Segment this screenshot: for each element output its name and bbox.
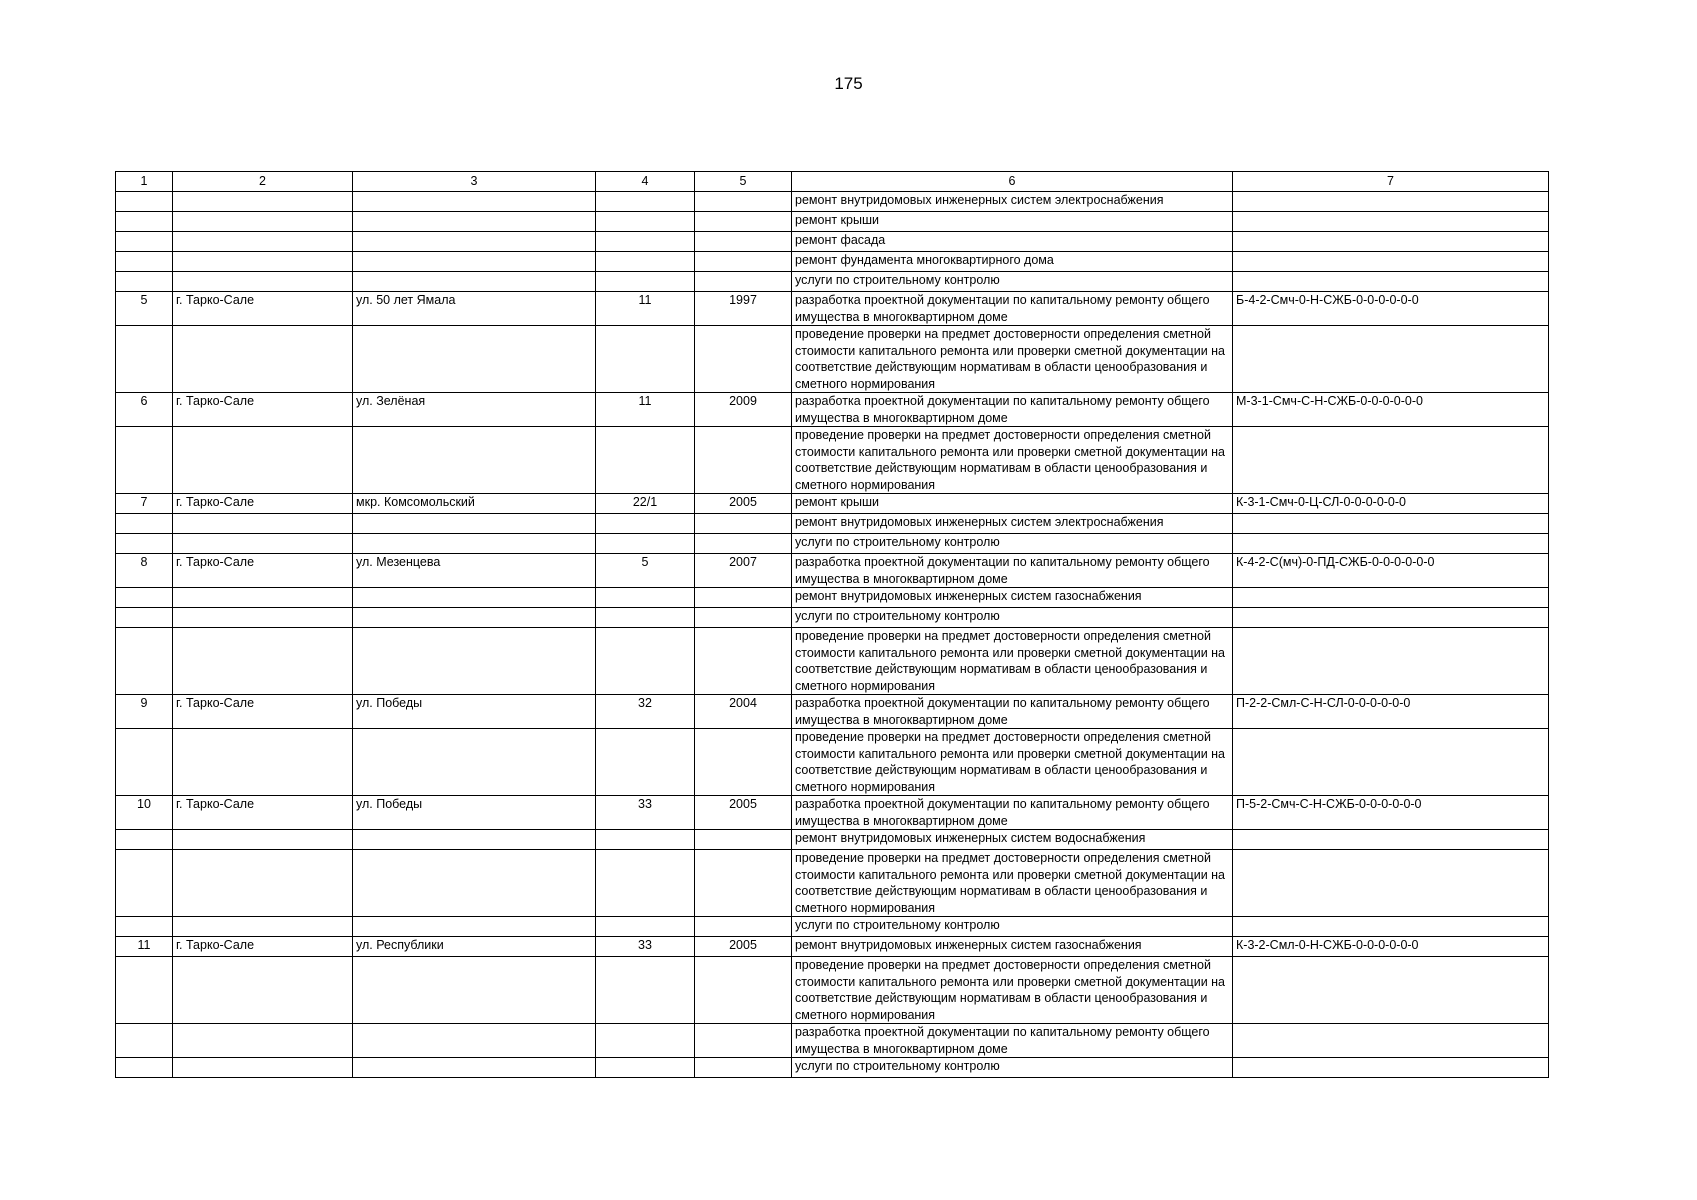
cell-street: мкр. Комсомольский [353,494,596,514]
cell-city [173,514,353,534]
cell-city [173,957,353,1024]
cell-work-type: ремонт внутридомовых инженерных систем электроснабжения [792,192,1233,212]
table-row [116,608,1549,628]
cell-code [1233,514,1549,534]
cell-house [596,628,695,695]
cell-work-type: ремонт внутридомовых инженерных систем газоснабжения [792,588,1233,608]
cell-work-type: услуги по строительному контролю [792,534,1233,554]
cell-year [695,850,792,917]
cell-work-type: услуги по строительному контролю [792,608,1233,628]
table-row [116,514,1549,534]
data-table [115,171,1549,1078]
cell-number [116,1024,173,1058]
cell-year [695,272,792,292]
cell-number: 10 [116,796,173,830]
cell-city [173,608,353,628]
column-header-2: 2 [173,172,353,192]
cell-house: 33 [596,937,695,957]
cell-year [695,830,792,850]
cell-street: ул. Победы [353,695,596,729]
cell-work-type: проведение проверки на предмет достоверности определения сметной стоимости капитального ремонта или проверки сметной документации на соответствие действующим нормативам в области ценообразования и сметного нормирования [792,326,1233,393]
cell-work-type: ремонт крыши [792,212,1233,232]
cell-number [116,514,173,534]
cell-code [1233,252,1549,272]
cell-street: ул. Зелёная [353,393,596,427]
cell-house [596,588,695,608]
column-header-5: 5 [695,172,792,192]
cell-year [695,1024,792,1058]
cell-city [173,326,353,393]
column-header-7: 7 [1233,172,1549,192]
cell-street [353,1058,596,1078]
table-row [116,534,1549,554]
cell-number [116,588,173,608]
cell-code [1233,957,1549,1024]
cell-number [116,830,173,850]
cell-number [116,957,173,1024]
cell-year: 2005 [695,494,792,514]
cell-work-type: разработка проектной документации по капитальному ремонту общего имущества в многоквартирном доме [792,1024,1233,1058]
cell-work-type: ремонт внутридомовых инженерных систем водоснабжения [792,830,1233,850]
cell-number [116,252,173,272]
cell-number [116,534,173,554]
cell-number [116,917,173,937]
cell-city: г. Тарко-Сале [173,292,353,326]
cell-street [353,830,596,850]
cell-work-type: проведение проверки на предмет достоверности определения сметной стоимости капитального ремонта или проверки сметной документации на соответствие действующим нормативам в области ценообразования и сметного нормирования [792,427,1233,494]
cell-street [353,326,596,393]
cell-street [353,534,596,554]
cell-code [1233,608,1549,628]
cell-number: 6 [116,393,173,427]
cell-house [596,729,695,796]
cell-work-type: ремонт фундамента многоквартирного дома [792,252,1233,272]
table-row [116,917,1549,937]
cell-house: 11 [596,393,695,427]
cell-work-type: услуги по строительному контролю [792,272,1233,292]
cell-city: г. Тарко-Сале [173,937,353,957]
cell-year [695,1058,792,1078]
cell-work-type: ремонт внутридомовых инженерных систем электроснабжения [792,514,1233,534]
cell-year [695,232,792,252]
cell-year: 2005 [695,937,792,957]
header-row [116,172,1549,192]
cell-city [173,427,353,494]
cell-house [596,917,695,937]
cell-code [1233,588,1549,608]
cell-code [1233,628,1549,695]
table-row [116,628,1549,695]
cell-city: г. Тарко-Сале [173,796,353,830]
cell-city [173,850,353,917]
cell-year [695,326,792,393]
cell-number [116,212,173,232]
cell-city [173,192,353,212]
cell-work-type: ремонт фасада [792,232,1233,252]
cell-year [695,957,792,1024]
cell-street [353,628,596,695]
cell-city [173,1058,353,1078]
cell-year [695,427,792,494]
cell-house [596,212,695,232]
cell-code [1233,326,1549,393]
table-row [116,232,1549,252]
cell-city [173,212,353,232]
table-row [116,212,1549,232]
cell-house: 33 [596,796,695,830]
cell-year: 1997 [695,292,792,326]
cell-number [116,608,173,628]
cell-work-type: разработка проектной документации по капитальному ремонту общего имущества в многоквартирном доме [792,554,1233,588]
table-row [116,729,1549,796]
table-row [116,494,1549,514]
cell-house [596,326,695,393]
cell-house [596,608,695,628]
table-row [116,554,1549,588]
table-row [116,272,1549,292]
cell-code [1233,427,1549,494]
cell-city [173,252,353,272]
cell-street [353,514,596,534]
table-row [116,393,1549,427]
cell-city: г. Тарко-Сале [173,554,353,588]
cell-number [116,427,173,494]
cell-work-type: услуги по строительному контролю [792,917,1233,937]
cell-number: 8 [116,554,173,588]
cell-code [1233,232,1549,252]
cell-year [695,252,792,272]
cell-year: 2007 [695,554,792,588]
cell-year [695,534,792,554]
cell-house [596,427,695,494]
cell-house [596,192,695,212]
cell-code [1233,1058,1549,1078]
table-row [116,326,1549,393]
cell-code: Б-4-2-Смч-0-Н-СЖБ-0-0-0-0-0-0 [1233,292,1549,326]
cell-number [116,192,173,212]
cell-number [116,850,173,917]
cell-street [353,917,596,937]
cell-house [596,252,695,272]
cell-house [596,1058,695,1078]
column-header-1: 1 [116,172,173,192]
cell-work-type: проведение проверки на предмет достоверности определения сметной стоимости капитального ремонта или проверки сметной документации на соответствие действующим нормативам в области ценообразования и сметного нормирования [792,850,1233,917]
cell-house: 5 [596,554,695,588]
cell-house [596,514,695,534]
cell-street: ул. Республики [353,937,596,957]
cell-number [116,628,173,695]
cell-number [116,729,173,796]
cell-year: 2005 [695,796,792,830]
cell-street [353,212,596,232]
table-row [116,796,1549,830]
cell-house [596,850,695,917]
cell-house: 22/1 [596,494,695,514]
cell-house: 11 [596,292,695,326]
table-row [116,937,1549,957]
cell-year: 2004 [695,695,792,729]
cell-code [1233,830,1549,850]
cell-city [173,917,353,937]
cell-code: К-3-2-Смл-0-Н-СЖБ-0-0-0-0-0-0 [1233,937,1549,957]
cell-code: П-2-2-Смл-С-Н-СЛ-0-0-0-0-0-0 [1233,695,1549,729]
cell-street [353,1024,596,1058]
cell-street [353,957,596,1024]
cell-street [353,588,596,608]
cell-work-type: ремонт крыши [792,494,1233,514]
column-header-4: 4 [596,172,695,192]
cell-year: 2009 [695,393,792,427]
page-number: 175 [834,74,863,93]
cell-city [173,588,353,608]
cell-city [173,232,353,252]
cell-city [173,830,353,850]
cell-street: ул. Мезенцева [353,554,596,588]
cell-code [1233,534,1549,554]
cell-city: г. Тарко-Сале [173,393,353,427]
table-row [116,850,1549,917]
table-row [116,427,1549,494]
cell-year [695,192,792,212]
cell-number [116,1058,173,1078]
cell-city [173,1024,353,1058]
cell-street [353,608,596,628]
cell-number [116,232,173,252]
cell-house [596,957,695,1024]
cell-code: М-3-1-Смч-С-Н-СЖБ-0-0-0-0-0-0 [1233,393,1549,427]
cell-street [353,427,596,494]
cell-code [1233,729,1549,796]
table-row [116,252,1549,272]
cell-city [173,272,353,292]
cell-street [353,192,596,212]
cell-work-type: проведение проверки на предмет достоверности определения сметной стоимости капитального ремонта или проверки сметной документации на соответствие действующим нормативам в области ценообразования и сметного нормирования [792,628,1233,695]
cell-work-type: разработка проектной документации по капитальному ремонту общего имущества в многоквартирном доме [792,292,1233,326]
cell-house [596,534,695,554]
table-row [116,292,1549,326]
table-row [116,957,1549,1024]
cell-year [695,729,792,796]
cell-house [596,232,695,252]
cell-number: 11 [116,937,173,957]
cell-code [1233,212,1549,232]
cell-street [353,252,596,272]
cell-code [1233,272,1549,292]
cell-year [695,212,792,232]
cell-street [353,232,596,252]
cell-number: 7 [116,494,173,514]
cell-city [173,729,353,796]
cell-code [1233,1024,1549,1058]
cell-city: г. Тарко-Сале [173,695,353,729]
cell-city: г. Тарко-Сале [173,494,353,514]
cell-street: ул. 50 лет Ямала [353,292,596,326]
cell-work-type: проведение проверки на предмет достоверности определения сметной стоимости капитального ремонта или проверки сметной документации на соответствие действующим нормативам в области ценообразования и сметного нормирования [792,957,1233,1024]
table-row [116,830,1549,850]
cell-number [116,326,173,393]
cell-number: 9 [116,695,173,729]
cell-year [695,608,792,628]
cell-house [596,272,695,292]
cell-work-type: ремонт внутридомовых инженерных систем газоснабжения [792,937,1233,957]
cell-work-type: проведение проверки на предмет достоверности определения сметной стоимости капитального ремонта или проверки сметной документации на соответствие действующим нормативам в области ценообразования и сметного нормирования [792,729,1233,796]
cell-year [695,514,792,534]
table-row [116,192,1549,212]
cell-year [695,588,792,608]
table-row [116,1058,1549,1078]
table-row [116,695,1549,729]
cell-code: К-4-2-С(мч)-0-ПД-СЖБ-0-0-0-0-0-0 [1233,554,1549,588]
cell-code: П-5-2-Смч-С-Н-СЖБ-0-0-0-0-0-0 [1233,796,1549,830]
cell-street: ул. Победы [353,796,596,830]
table-body [116,192,1549,1078]
cell-house [596,1024,695,1058]
cell-house: 32 [596,695,695,729]
table-row [116,1024,1549,1058]
cell-code: К-3-1-Смч-0-Ц-СЛ-0-0-0-0-0-0 [1233,494,1549,514]
cell-code [1233,192,1549,212]
cell-number: 5 [116,292,173,326]
cell-house [596,830,695,850]
cell-year [695,628,792,695]
cell-street [353,850,596,917]
cell-city [173,534,353,554]
cell-city [173,628,353,695]
column-header-3: 3 [353,172,596,192]
cell-work-type: разработка проектной документации по капитальному ремонту общего имущества в многоквартирном доме [792,695,1233,729]
cell-number [116,272,173,292]
cell-code [1233,917,1549,937]
column-header-6: 6 [792,172,1233,192]
cell-code [1233,850,1549,917]
cell-work-type: разработка проектной документации по капитальному ремонту общего имущества в многоквартирном доме [792,796,1233,830]
cell-work-type: услуги по строительному контролю [792,1058,1233,1078]
table-row [116,588,1549,608]
cell-work-type: разработка проектной документации по капитальному ремонту общего имущества в многоквартирном доме [792,393,1233,427]
cell-year [695,917,792,937]
cell-street [353,729,596,796]
cell-street [353,272,596,292]
